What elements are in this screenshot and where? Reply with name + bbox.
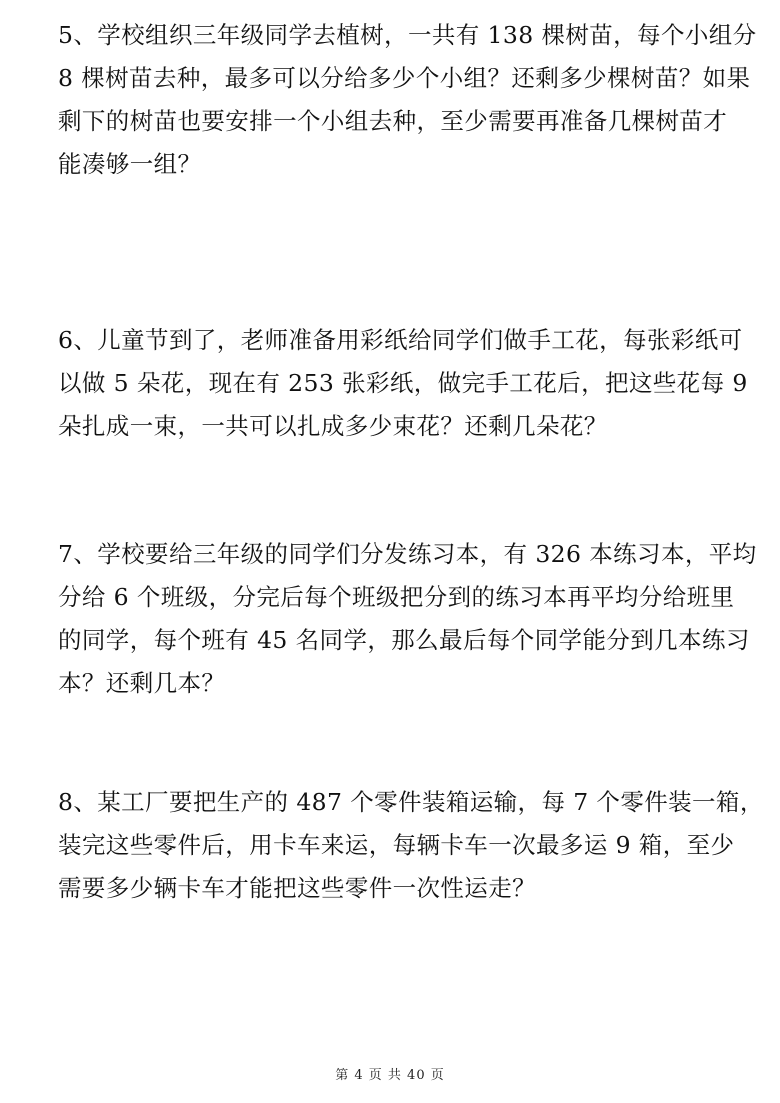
problem-8: [58, 781, 764, 910]
problem-line: 本？还剩几本？: [58, 669, 226, 697]
problem-line: 分给 6 个班级，分完后每个班级把分到的练习本再平均分给班里: [58, 583, 735, 611]
problem-line: 以做 5 朵花，现在有 253 张彩纸，做完手工花后，把这些花每 9: [58, 369, 748, 397]
problem-line: 的同学，每个班有 45 名同学，那么最后每个同学能分到几本练习: [58, 626, 750, 654]
problem-line: 能凑够一组？: [58, 150, 202, 178]
problem-line: 6、儿童节到了，老师准备用彩纸给同学们做手工花，每张彩纸可: [58, 326, 743, 354]
problem-line: 7、学校要给三年级的同学们分发练习本，有 326 本练习本，平均: [58, 540, 757, 568]
problem-line: 5、学校组织三年级同学去植树，一共有 138 棵树苗，每个小组分: [58, 21, 757, 49]
page-footer: [0, 1067, 780, 1085]
problem-line: 朵扎成一束，一共可以扎成多少束花？还剩几朵花？: [58, 412, 608, 440]
problem-5: [58, 14, 757, 186]
problem-line: 装完这些零件后，用卡车来运，每辆卡车一次最多运 9 箱，至少: [58, 831, 735, 859]
problem-line: 需要多少辆卡车才能把这些零件一次性运走？: [58, 874, 536, 902]
problem-6: [58, 319, 748, 448]
problem-line: 剩下的树苗也要安排一个小组去种，至少需要再准备几棵树苗才: [58, 107, 728, 135]
page-number-label: 第 4 页 共 40 页: [335, 1068, 445, 1083]
problem-line: 8、某工厂要把生产的 487 个零件装箱运输，每 7 个零件装一箱，: [58, 788, 764, 816]
problem-7: [58, 533, 757, 705]
problem-line: 8 棵树苗去种，最多可以分给多少个小组？还剩多少棵树苗？如果: [58, 64, 751, 92]
